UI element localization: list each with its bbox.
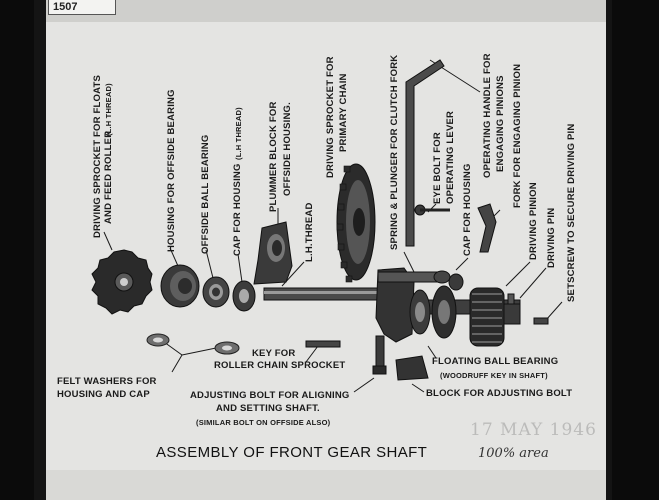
label-driving-sprocket-primary-2: PRIMARY CHAIN — [338, 73, 349, 152]
label-driving-sprocket-floats-3: (L.H THREAD) — [104, 83, 113, 136]
label-key-roller-1: KEY FOR — [252, 348, 296, 359]
date-stamp: 17 MAY 1946 — [470, 420, 597, 440]
label-plummer-block-2: OFFSIDE HOUSING. — [282, 102, 293, 196]
label-operating-handle-2: ENGAGING PINIONS — [495, 75, 506, 172]
label-operating-handle-1: OPERATING HANDLE FOR — [482, 53, 493, 178]
handwritten-note: 100% area — [478, 446, 549, 461]
label-floating-bearing-2: (WOODRUFF KEY IN SHAFT) — [440, 371, 548, 380]
label-cap-housing-lh: CAP FOR HOUSING — [232, 163, 243, 256]
label-fork-engaging: FORK FOR ENGAGING PINION — [512, 63, 523, 208]
label-housing-offside-bearing: HOUSING FOR OFFSIDE BEARING — [166, 89, 177, 252]
label-driving-pinion: DRIVING PINION — [528, 182, 539, 260]
label-felt-washers-1: FELT WASHERS FOR — [57, 376, 157, 387]
label-eye-bolt-1: EYE BOLT FOR — [432, 132, 443, 204]
label-setscrew: SETSCREW TO SECURE DRIVING PIN — [566, 123, 577, 302]
primary-sprocket — [337, 164, 375, 282]
label-cap-for-housing: CAP FOR HOUSING — [462, 163, 473, 256]
label-driving-sprocket-floats-2: AND FEED ROLLER — [103, 130, 114, 224]
label-spring-plunger: SPRING & PLUNGER FOR CLUTCH FORK — [389, 54, 400, 250]
diagram-title: ASSEMBLY OF FRONT GEAR SHAFT — [156, 444, 428, 461]
label-key-roller-2: ROLLER CHAIN SPROCKET — [214, 360, 346, 371]
driving-pinion — [470, 288, 504, 346]
label-felt-washers-2: HOUSING AND CAP — [57, 389, 150, 400]
label-offside-ball-bearing: OFFSIDE BALL BEARING — [200, 134, 211, 254]
label-lh-thread: L.H.THREAD — [304, 202, 315, 262]
label-eye-bolt-2: OPERATING LEVER — [445, 110, 456, 204]
label-driving-sprocket-primary-1: DRIVING SPROCKET FOR — [325, 56, 336, 178]
label-adjusting-bolt-2: AND SETTING SHAFT. — [216, 403, 320, 414]
label-adjusting-bolt-1: ADJUSTING BOLT FOR ALIGNING — [190, 390, 350, 401]
label-adjusting-bolt-3: (SIMILAR BOLT ON OFFSIDE ALSO) — [196, 418, 331, 427]
label-cap-housing-lh-note: (L.H THREAD) — [234, 107, 243, 160]
label-floating-bearing-1: FLOATING BALL BEARING — [432, 356, 559, 367]
label-plummer-block-1: PLUMMER BLOCK FOR — [268, 101, 279, 212]
float-sprocket — [92, 250, 152, 314]
label-driving-pin: DRIVING PIN — [546, 207, 557, 268]
label-driving-sprocket-floats-1: DRIVING SPROCKET FOR FLOATS — [92, 74, 103, 238]
corner-label: 1507 — [48, 0, 116, 15]
label-block-adjusting: BLOCK FOR ADJUSTING BOLT — [426, 388, 573, 399]
